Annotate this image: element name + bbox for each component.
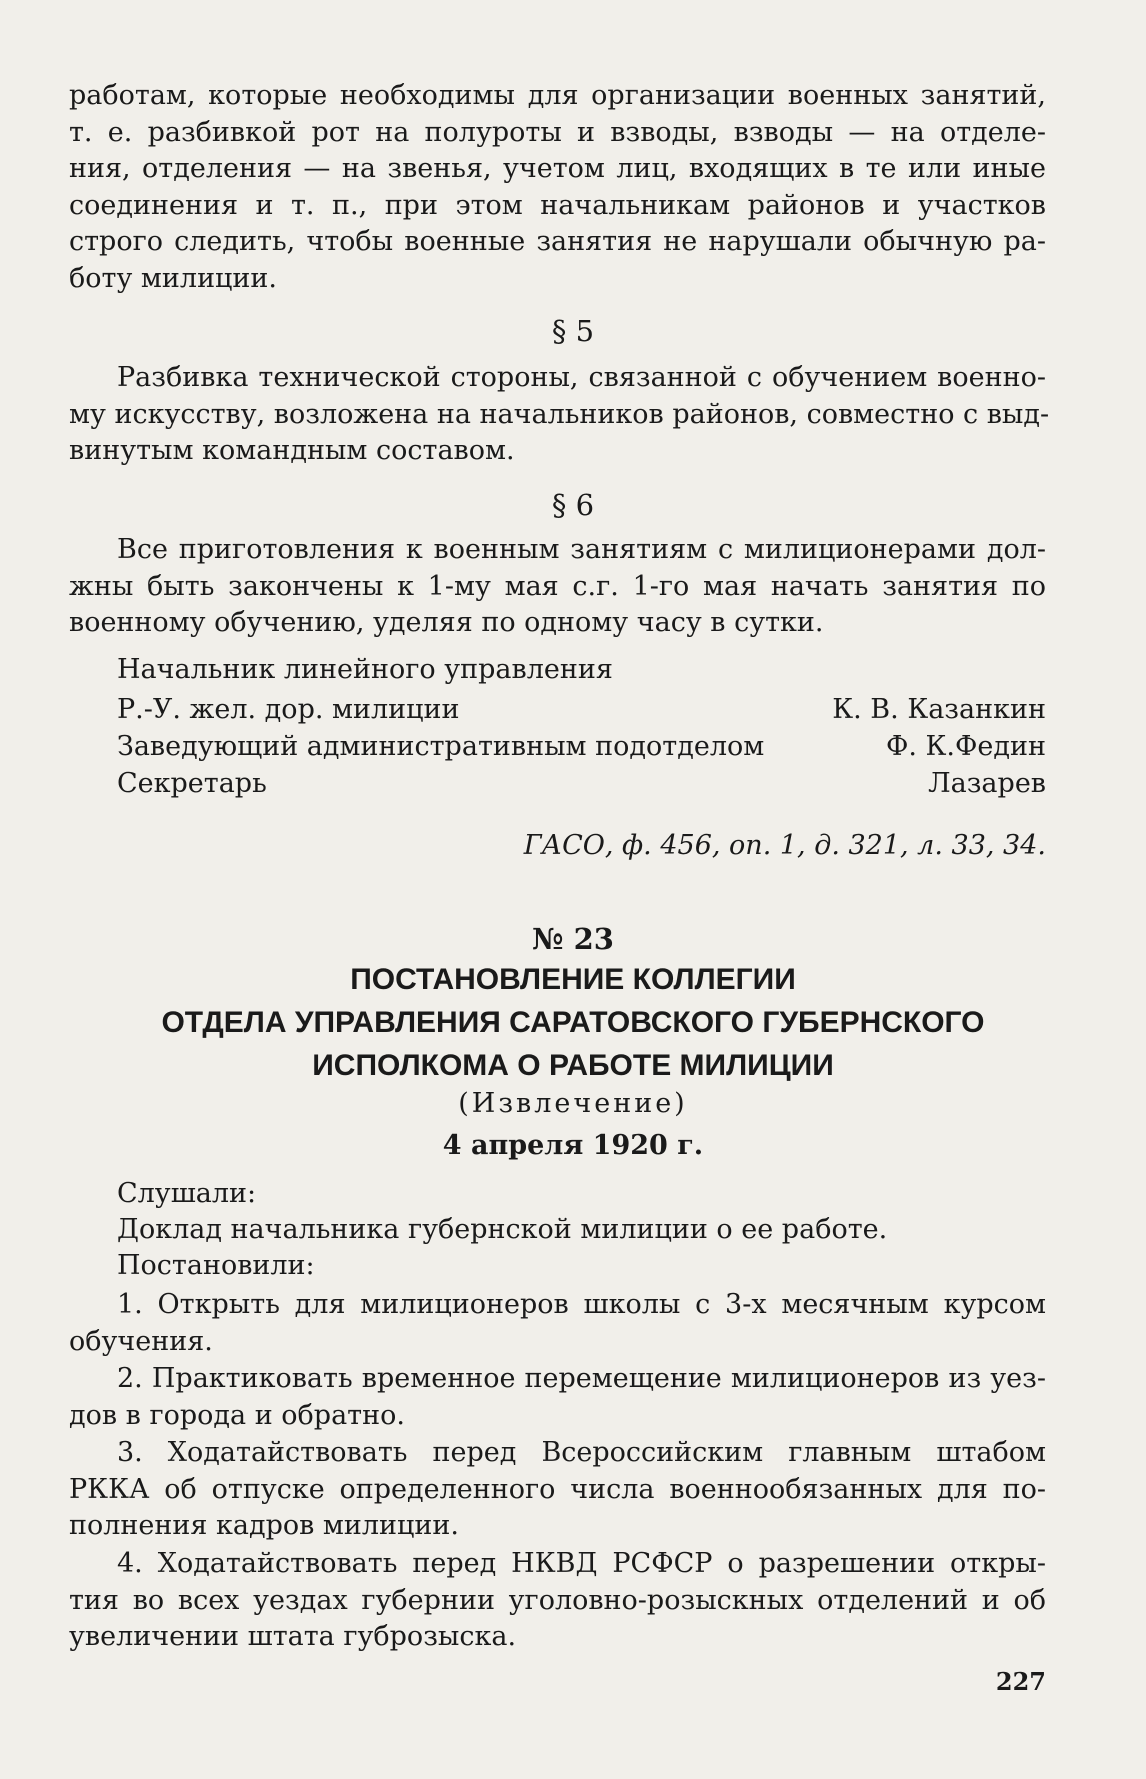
resolution-item-4 [69, 1546, 1046, 1656]
signature-name: К. В. Казанкин [832, 694, 1046, 725]
text-line: обучения. [69, 1325, 213, 1357]
text-line: жны быть закончены к 1-му мая с.г. 1-го мая начать занятия по [69, 570, 1046, 602]
archive-reference: ГАСО, ф. 456, оп. 1, д. 321, л. 33, 34. [523, 830, 1046, 861]
section-5-paragraph [69, 360, 1050, 470]
signature-row [117, 692, 1046, 729]
section-5-heading: § 5 [551, 314, 595, 348]
text-line: 2. Практиковать временное перемещение милиционеров из уез- [117, 1363, 1046, 1394]
text-line: винутым командным составом. [69, 435, 515, 466]
text-line: дов в города и обратно. [69, 1399, 405, 1431]
signature-row [117, 766, 1046, 803]
text-line: 1. Открыть для милиционеров школы с 3-х месячным курсом [117, 1289, 1046, 1320]
title-line: ПОСТАНОВЛЕНИЕ КОЛЛЕГИИ [350, 963, 796, 996]
text-line: строго следить, чтобы военные занятия не нарушали обычную ра- [69, 226, 1046, 257]
text-line: полнения кадров милиции. [69, 1510, 459, 1541]
text-line: тия во всех уездах губернии уголовно-розыскных отделений и об [69, 1584, 1046, 1616]
page-number: 227 [995, 1667, 1046, 1696]
signature-name: Лазарев [928, 768, 1046, 799]
title-line: ИСПОЛКОМА О РАБОТЕ МИЛИЦИИ [312, 1049, 834, 1082]
signature-position: Секретарь [117, 768, 267, 799]
text-line: РККА об отпуске определенного числа военнообязанных для по- [69, 1473, 1046, 1505]
text-line: Разбивка технической стороны, связанной с обучением военно- [117, 362, 1046, 393]
signature-title: Начальник линейного управления [117, 654, 613, 685]
text-line: военному обучению, уделяя по одному часу в сутки. [69, 607, 824, 638]
text-line: Все приготовления к военным занятиям с милиционерами дол- [117, 534, 1046, 565]
document-date: 4 апреля 1920 г. [442, 1130, 704, 1161]
heard-label: Слушали: [117, 1178, 257, 1209]
document-subtitle: (Извлечение) [458, 1088, 688, 1119]
text-line: боту милиции. [69, 262, 277, 294]
title-line: ОТДЕЛА УПРАВЛЕНИЯ САРАТОВСКОГО ГУБЕРНСКОГО [161, 1006, 985, 1039]
text-line: 3. Ходатайствовать перед Всероссийским главным штабом [117, 1437, 1046, 1468]
resolved-label: Постановили: [117, 1250, 315, 1281]
signature-row [117, 729, 1046, 766]
heard-text: Доклад начальника губернской милиции о ее работе. [117, 1214, 888, 1245]
text-line: 4. Ходатайствовать перед НКВД РСФСР о разрешении откры- [117, 1548, 1046, 1579]
text-line: работам, которые необходимы для организации военных занятий, [69, 80, 1046, 111]
text-line: увеличении штата губрозыска. [69, 1621, 517, 1652]
resolution-item-1 [69, 1287, 1046, 1360]
text-line: му искусству, возложена на начальников районов, совместно с выд- [69, 398, 1050, 430]
text-line: т. е. разбивкой рот на полуроты и взводы, взводы — на отделе- [69, 116, 1046, 148]
document-title [0, 958, 1146, 1087]
resolution-item-3 [69, 1435, 1046, 1545]
text-line: соединения и т. п., при этом начальникам районов и участков [69, 189, 1046, 221]
text-line: ния, отделения — на звенья, учетом лиц, входящих в те или иные [69, 153, 1046, 184]
continuation-paragraph [69, 78, 1046, 297]
document-number: № 23 [532, 922, 614, 956]
section-6-paragraph [69, 532, 1046, 642]
signature-position: Заведующий административным подотделом [117, 731, 765, 762]
section-6-heading: § 6 [551, 488, 595, 522]
signature-position: Р.-У. жел. дор. милиции [117, 694, 460, 725]
resolution-item-2 [69, 1361, 1046, 1434]
signature-name: Ф. К.Федин [885, 731, 1046, 762]
